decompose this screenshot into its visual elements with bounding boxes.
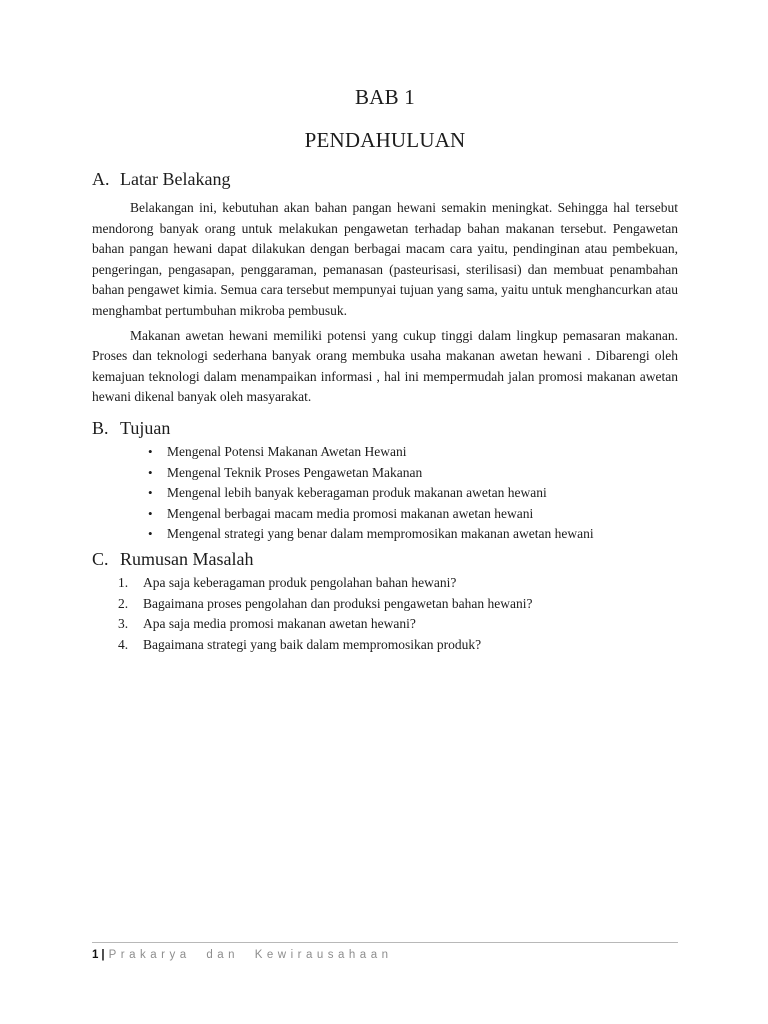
paragraph: Belakangan ini, kebutuhan akan bahan pangan hewani semakin meningkat. Sehingga hal tersebut mendorong banyak orang untuk melakukan pengawetan terhadap bahan makanan tersebut. Pengawetan bahan pangan hewani dapat dilakukan dengan berbagai macam cara yaitu, pendinginan atau pembekuan, pengeringan, pengasapan, penggaraman, pemanasan (pasteurisasi, sterilisasi) dan membuat penambahan bahan pengawet kimia. Semua cara tersebut mempunyai tujuan yang sama, yaitu untuk menghancurkan atau menghambat pertumbuhan mikroba pembusuk. xyxy=(92,200,678,318)
list-item xyxy=(92,635,678,656)
list-number: 4. xyxy=(118,636,129,652)
section-heading-latar-belakang xyxy=(92,168,678,191)
list-item xyxy=(92,614,678,635)
paragraph: Makanan awetan hewani memiliki potensi yang cukup tinggi dalam lingkup pemasaran makanan. Proses dan teknologi sederhana banyak orang membuka usaha makanan awetan hewani . Dibarengi oleh kemajuan teknologi dalam menampaikan informasi , hal ini mempermudah jalan promosi makanan awetan hewani dikenal banyak oleh masyarakat. xyxy=(92,327,678,405)
section-label: C. xyxy=(92,548,109,569)
list-item-text: Mengenal lebih banyak keberagaman produk makanan awetan hewani xyxy=(167,485,547,501)
list-item-text: Mengenal Potensi Makanan Awetan Hewani xyxy=(167,443,407,459)
list-item-text: Bagaimana proses pengolahan dan produksi pengawetan bahan hewani? xyxy=(143,595,533,611)
list-item-text: Mengenal Teknik Proses Pengawetan Makanan xyxy=(167,464,423,480)
list-item xyxy=(92,573,678,594)
list-number: 1. xyxy=(118,574,129,590)
tujuan-bullet-list xyxy=(92,442,678,545)
list-item-text: Mengenal berbagai macam media promosi makanan awetan hewani xyxy=(167,505,534,521)
list-item xyxy=(92,442,678,463)
section-title: Tujuan xyxy=(120,417,171,438)
footer-title: Prakarya dan Kewirausahaan xyxy=(108,949,393,961)
list-item xyxy=(92,483,678,504)
list-item-text: Apa saja keberagaman produk pengolahan bahan hewani? xyxy=(143,574,457,590)
bullet-icon: • xyxy=(148,443,153,459)
list-item xyxy=(92,504,678,525)
bullet-icon: • xyxy=(148,505,153,521)
list-item xyxy=(92,463,678,484)
list-item-text: Bagaimana strategi yang baik dalam mempromosikan produk? xyxy=(143,636,482,652)
page-number: 1 xyxy=(92,949,102,961)
section-title: Latar Belakang xyxy=(120,169,231,189)
page-footer xyxy=(92,942,678,962)
section-label: A. xyxy=(92,169,110,189)
chapter-title: BAB 1 xyxy=(355,85,415,109)
section-heading-tujuan xyxy=(92,417,678,440)
bullet-icon: • xyxy=(148,485,153,501)
list-item xyxy=(92,524,678,545)
list-number: 2. xyxy=(118,595,129,611)
rumusan-numbered-list xyxy=(92,573,678,655)
section-title: Rumusan Masalah xyxy=(120,548,254,569)
list-number: 3. xyxy=(118,616,129,632)
list-item-text: Mengenal strategi yang benar dalam mempromosikan makanan awetan hewani xyxy=(167,526,594,542)
list-item-text: Apa saja media promosi makanan awetan hewani? xyxy=(143,616,416,632)
section-label: B. xyxy=(92,417,109,438)
bullet-icon: • xyxy=(148,464,153,480)
section-heading-rumusan-masalah xyxy=(92,548,678,571)
footer-separator: | xyxy=(101,949,105,961)
bullet-icon: • xyxy=(148,526,153,542)
list-item xyxy=(92,594,678,615)
chapter-subtitle: PENDAHULUAN xyxy=(304,128,466,152)
